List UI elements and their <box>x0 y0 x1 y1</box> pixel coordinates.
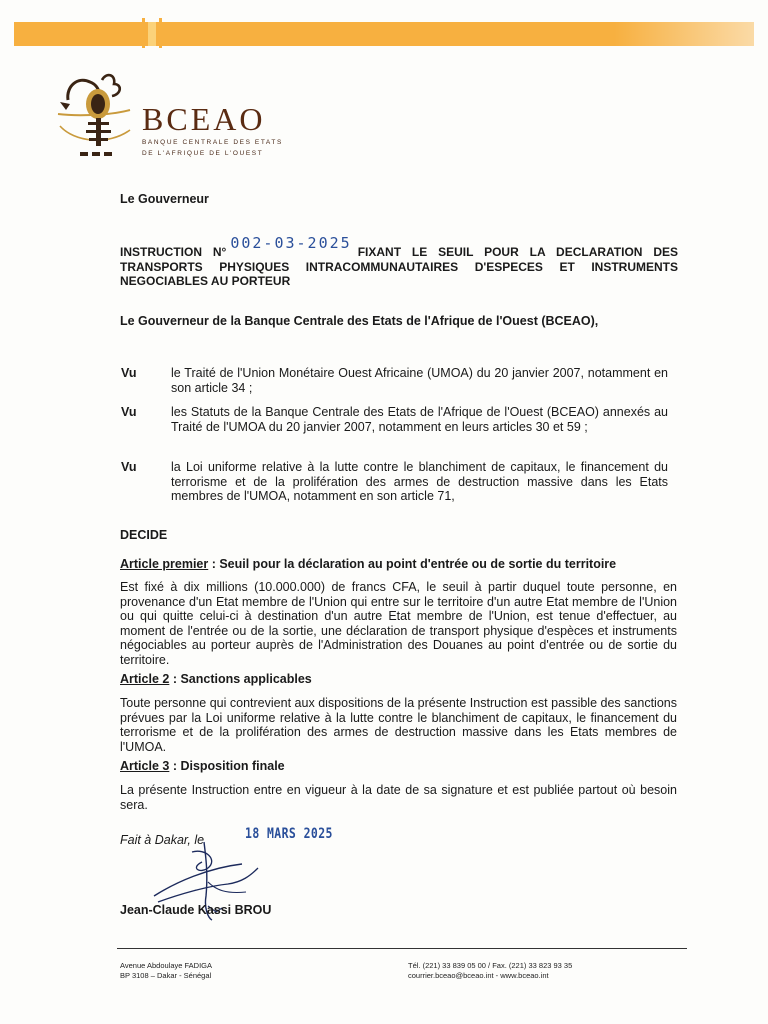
article-body: Toute personne qui contrevient aux dispositions de la présente Instruction est passible des sanctions prévues par la Loi uniforme relative à la lutte contre le blanchiment de capitaux, le financement du terrorisme et de la prolifération des armes de destruction massive dans les Etats membres de l'UMOA. <box>120 696 677 754</box>
consideration-text: le Traité de l'Union Monétaire Ouest Africaine (UMOA) du 20 janvier 2007, notamment en son article 34 ; <box>171 366 668 395</box>
article-title: : Sanctions applicables <box>169 672 312 686</box>
accent-bar-fade <box>614 22 754 46</box>
footer-address-line: Avenue Abdoulaye FADIGA <box>120 961 213 970</box>
consideration-text: la Loi uniforme relative à la lutte contre le blanchiment de capitaux, le financement du terrorisme et de la prolifération des armes de destruction massive dans les Etats membres de l'UMOA, notamment en son article 71, <box>171 460 668 503</box>
article-label: Article 3 <box>120 759 170 773</box>
place-of-signature: Fait à Dakar, le <box>120 833 205 847</box>
article-body: Est fixé à dix millions (10.000.000) de francs CFA, le seuil à partir duquel toute personne, en provenance d'un Etat membre de l'Union qui entre sur le territoire d'un autre Etat membre de l'Union ou qui quitte celui-ci à destination d'un autre Etat membre de l'Union, est tenue d'effectuer, au moment de l'entrée ou de la sortie, une déclaration de transport physique d'espèces et instruments négociables au porteur auprès de l'Administration des Douanes au point d'entrée ou de sortie du territoire. <box>120 580 677 667</box>
article-title: : Seuil pour la déclaration au point d'entrée ou de sortie du territoire <box>208 557 617 571</box>
consideration-text: les Statuts de la Banque Centrale des Etats de l'Afrique de l'Ouest (BCEAO) annexés au Traité de l'UMOA du 20 janvier 2007, notamment en leurs articles 30 et 59 ; <box>171 405 668 434</box>
signer-name: Jean-Claude Kassi BROU <box>120 903 272 917</box>
brand-subtitle-line1: BANQUE CENTRALE DES ETATS <box>142 139 283 146</box>
article-heading <box>120 759 285 774</box>
brand-block <box>142 102 283 158</box>
footer-contact <box>408 961 572 981</box>
decide-heading: DECIDE <box>120 528 168 542</box>
footer-address-line: BP 3108 – Dakar - Sénégal <box>120 971 212 980</box>
article-heading <box>120 557 616 572</box>
accent-bar-mark <box>142 18 145 48</box>
consideration-label: Vu <box>121 460 137 474</box>
footer-contact-line: courrier.bceao@bceao.int - www.bceao.int <box>408 971 549 980</box>
article-body: La présente Instruction entre en vigueur à la date de sa signature et est publiée partout où besoin sera. <box>120 783 677 812</box>
instruction-title <box>120 234 679 289</box>
footer-divider <box>117 948 687 949</box>
role-heading: Le Gouverneur <box>120 192 209 206</box>
instruction-number-stamp: 002-03-2025 <box>230 234 352 252</box>
date-stamp: 18 MARS 2025 <box>245 826 333 842</box>
accent-bar-mark <box>148 22 156 46</box>
article-label: Article 2 <box>120 672 170 686</box>
consideration-label: Vu <box>121 405 137 419</box>
brand-name: BCEAO <box>142 101 266 137</box>
instruction-prefix: INSTRUCTION N° <box>120 245 227 259</box>
article-label: Article premier <box>120 557 209 571</box>
brand-subtitle-line2: DE L'AFRIQUE DE L'OUEST <box>142 150 264 157</box>
article-title: : Disposition finale <box>169 759 285 773</box>
authority-statement: Le Gouverneur de la Banque Centrale des Etats de l'Afrique de l'Ouest (BCEAO), <box>120 314 599 328</box>
footer-address <box>120 961 212 981</box>
article-heading <box>120 672 312 687</box>
bceao-emblem-icon <box>56 70 136 162</box>
header-accent-bar <box>14 22 754 46</box>
footer-contact-line: Tél. (221) 33 839 05 00 / Fax. (221) 33 823 93 35 <box>408 961 573 970</box>
consideration-label: Vu <box>121 366 137 380</box>
accent-bar-mark <box>159 18 162 48</box>
instruction-title-text: FIXANT LE SEUIL POUR LA DECLARATION DES TRANSPORTS PHYSIQUES INTRACOMMUNAUTAIRES D'ESPECES ET INSTRUMENTS NEGOCIABLES AU PORTEUR <box>120 245 679 288</box>
